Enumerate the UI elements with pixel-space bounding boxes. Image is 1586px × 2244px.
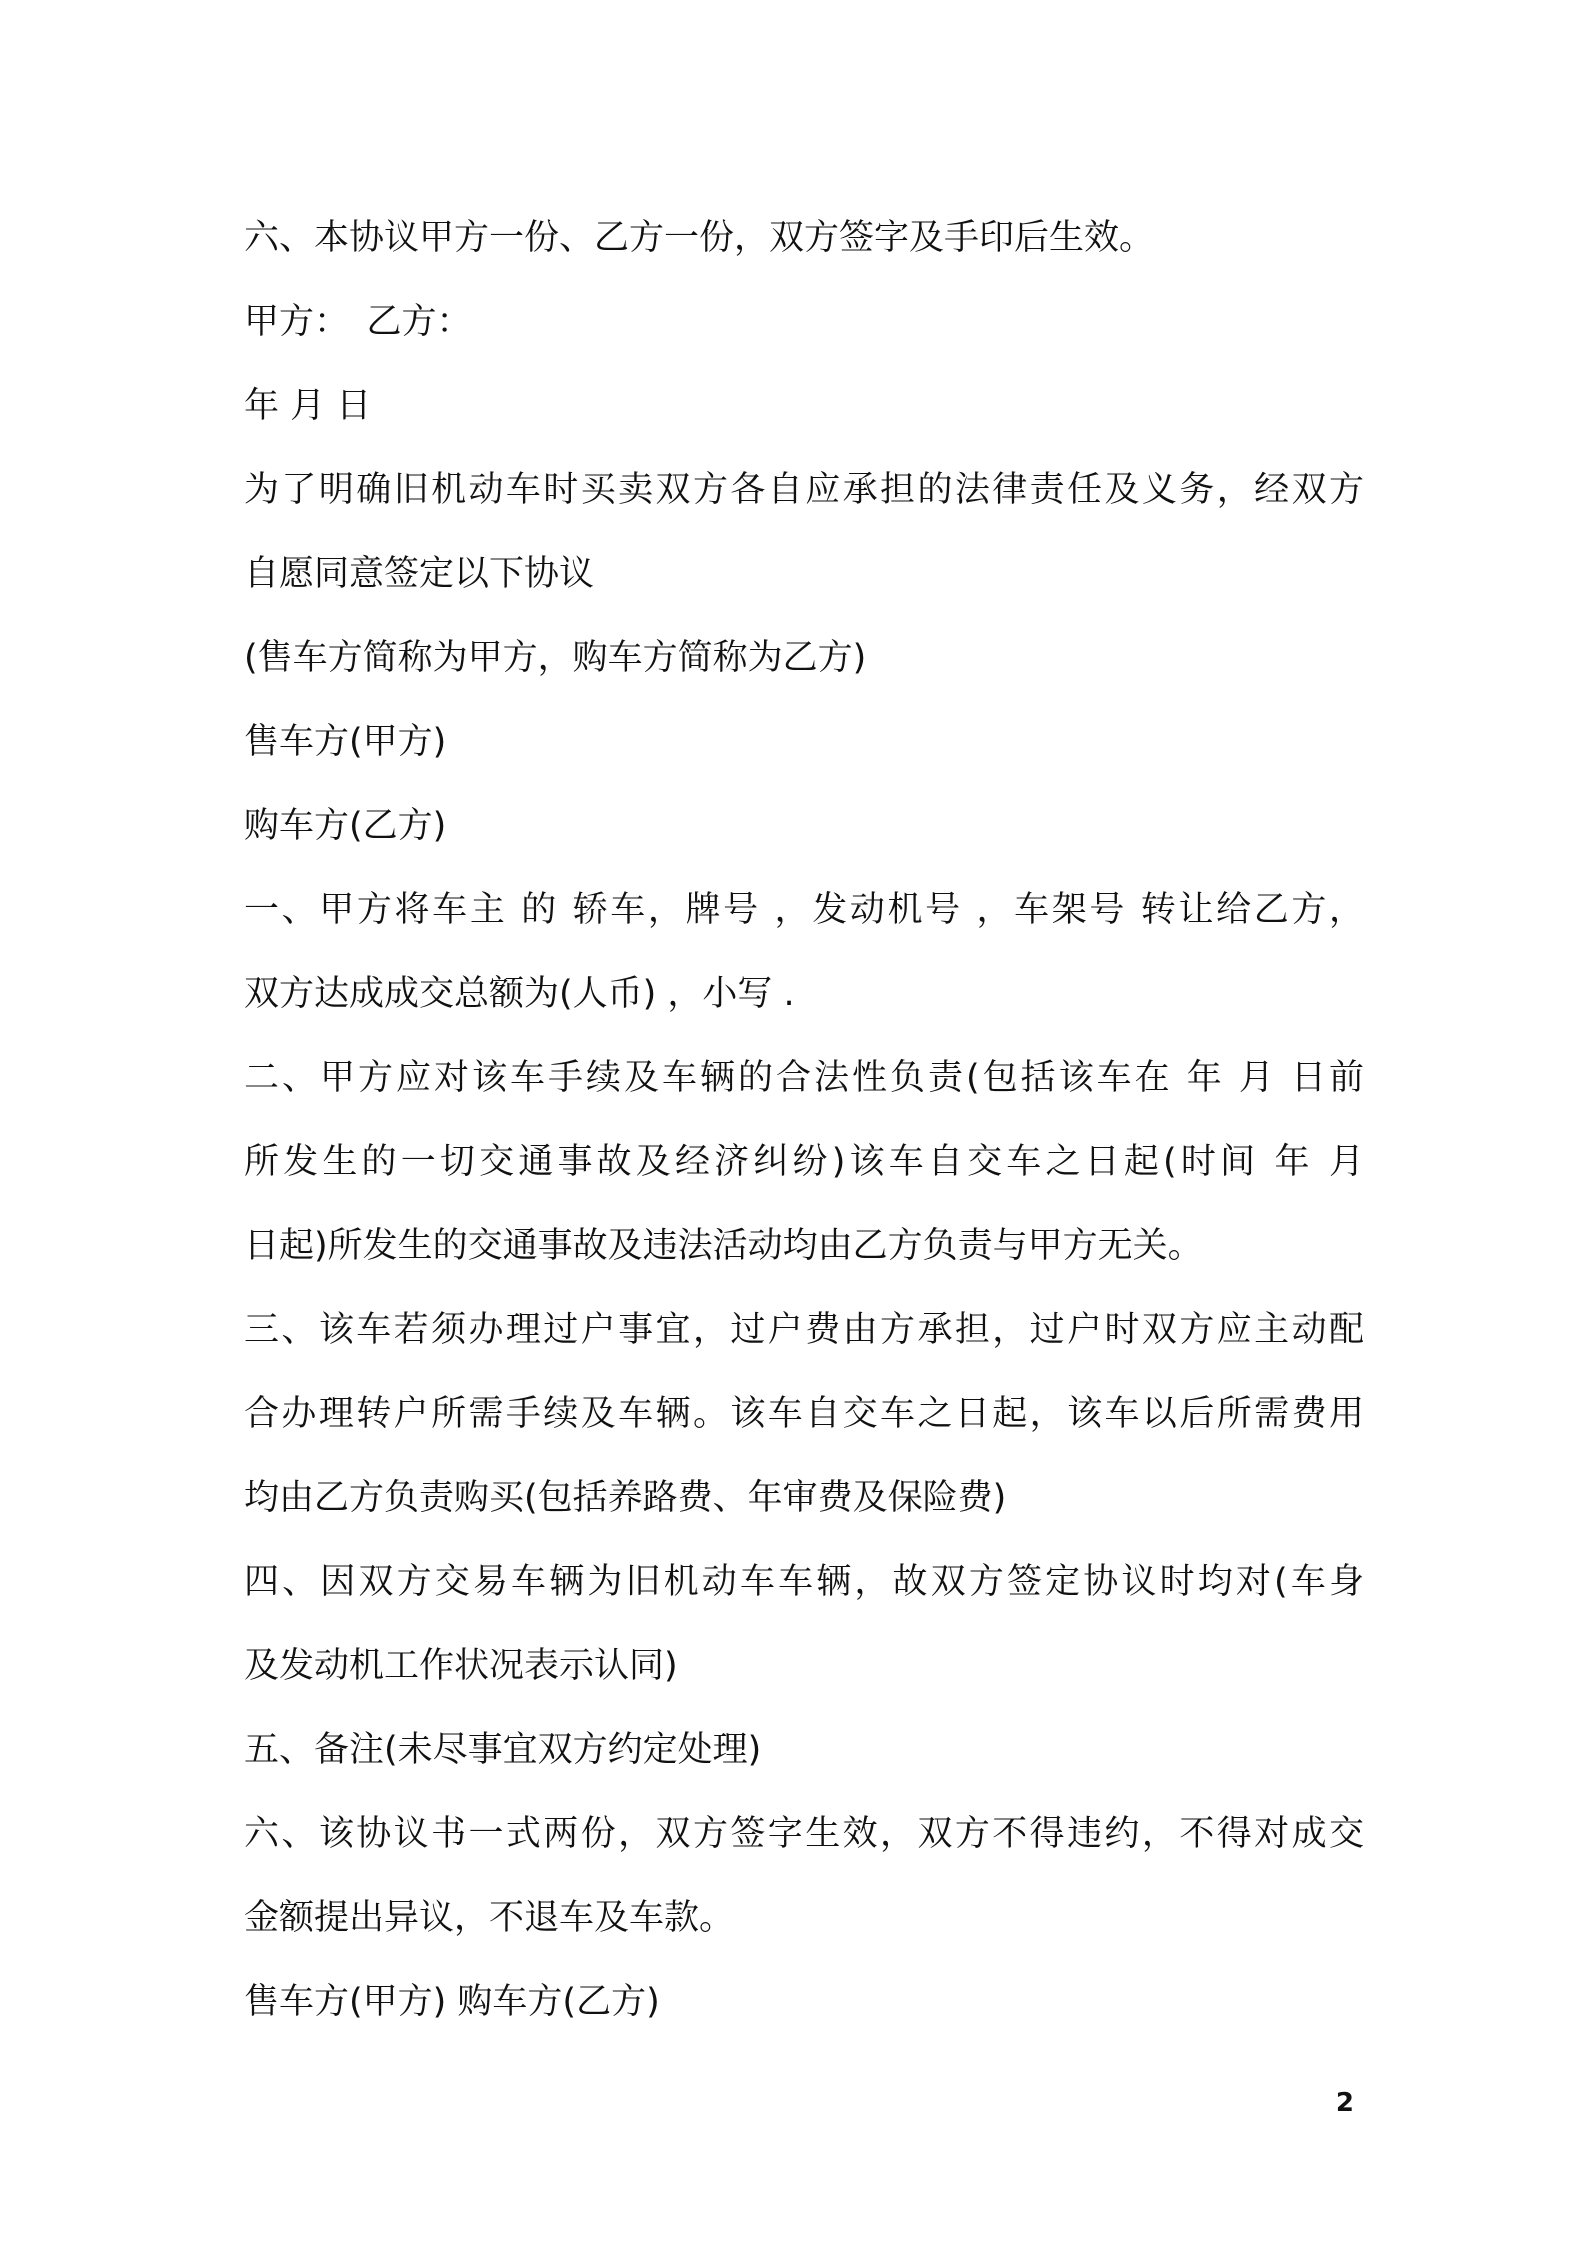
text-line: 六、该协议书一式两份，双方签字生效，双方不得违约，不得对成交 [244, 1814, 1364, 1854]
text-line: 四、因双方交易车辆为旧机动车车辆，故双方签定协议时均对(车身 [244, 1562, 1364, 1602]
text-line: (售车方简称为甲方，购车方简称为乙方) [244, 638, 867, 678]
text-line: 二、甲方应对该车手续及车辆的合法性负责(包括该车在 年 月 日前 [244, 1058, 1364, 1098]
text-line: 一、甲方将车主 的 轿车，牌号 ，发动机号 ，车架号 转让给乙方， [244, 890, 1364, 930]
text-line: 五、备注(未尽事宜双方约定处理) [244, 1730, 762, 1770]
text-line: 金额提出异议，不退车及车款。 [244, 1898, 735, 1938]
document-body [244, 196, 1364, 2044]
text-line: 购车方(乙方) [244, 806, 447, 846]
text-line: 合办理转户所需手续及车辆。该车自交车之日起，该车以后所需费用 [244, 1394, 1364, 1434]
text-line: 甲方： 乙方： [244, 302, 472, 342]
text-line: 所发生的一切交通事故及经济纠纷)该车自交车之日起(时间 年 月 [244, 1142, 1364, 1182]
text-line: 六、本协议甲方一份、乙方一份，双方签字及手印后生效。 [244, 218, 1155, 258]
text-line: 售车方(甲方) 购车方(乙方) [244, 1982, 660, 2022]
text-line: 双方达成成交总额为(人币) ，小写 . [244, 974, 795, 1014]
text-line: 售车方(甲方) [244, 722, 447, 762]
text-line: 年 月 日 [244, 386, 372, 426]
text-line: 均由乙方负责购买(包括养路费、年审费及保险费) [244, 1478, 1007, 1518]
page-number: 2 [1335, 2088, 1354, 2118]
text-line: 自愿同意签定以下协议 [244, 554, 595, 594]
text-line: 日起)所发生的交通事故及违法活动均由乙方负责与甲方无关。 [244, 1226, 1203, 1266]
text-line: 为了明确旧机动车时买卖双方各自应承担的法律责任及义务，经双方 [244, 470, 1364, 510]
text-line: 三、该车若须办理过户事宜，过户费由方承担，过户时双方应主动配 [244, 1310, 1364, 1350]
text-line: 及发动机工作状况表示认同) [244, 1646, 678, 1686]
